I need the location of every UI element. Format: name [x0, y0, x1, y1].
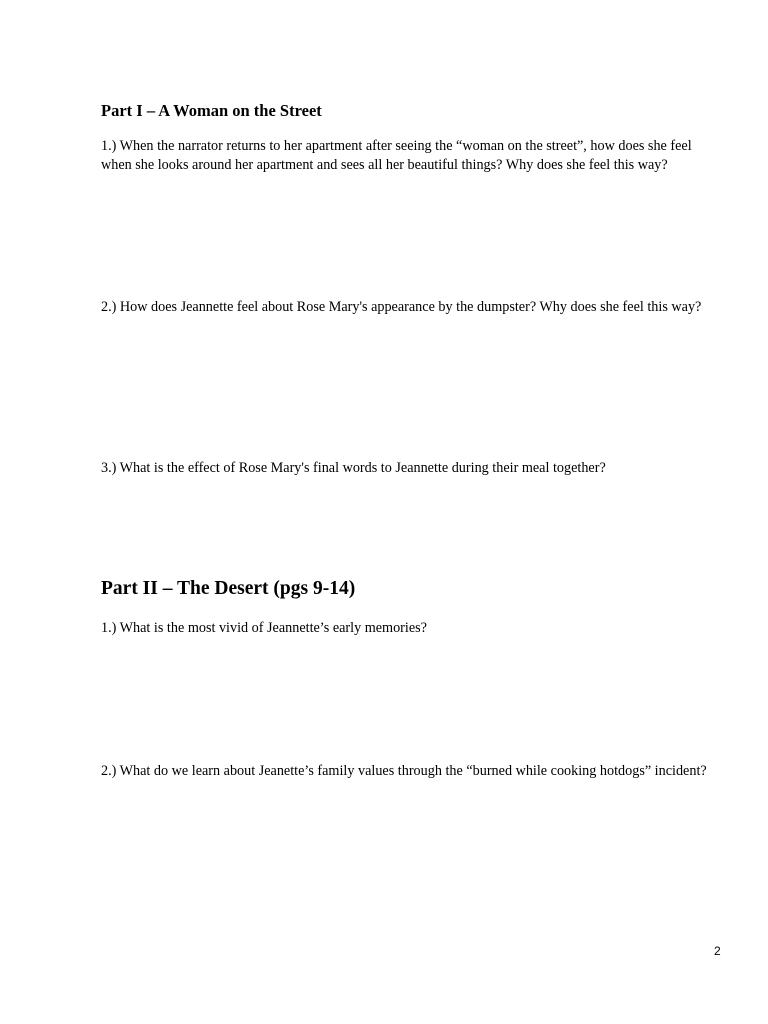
part-1-question-1: 1.) When the narrator returns to her apartment after seeing the “woman on the street”, how does she feel when she looks around her apartment and sees all her beautiful things? Why does she feel this way?	[101, 138, 692, 173]
part-2-question-1: 1.) What is the most vivid of Jeannette’s early memories?	[101, 620, 427, 636]
part-1-question-2: 2.) How does Jeannette feel about Rose Mary's appearance by the dumpster? Why does she feel this way?	[101, 299, 702, 315]
page-number: 2	[714, 944, 721, 958]
part-2-heading: Part II – The Desert (pgs 9-14)	[101, 578, 356, 599]
part-2-question-2: 2.) What do we learn about Jeanette’s family values through the “burned while cooking hotdogs” incident?	[101, 763, 707, 779]
part-1-question-3: 3.) What is the effect of Rose Mary's final words to Jeannette during their meal together?	[101, 460, 606, 476]
part-1-heading: Part I – A Woman on the Street	[101, 101, 322, 120]
